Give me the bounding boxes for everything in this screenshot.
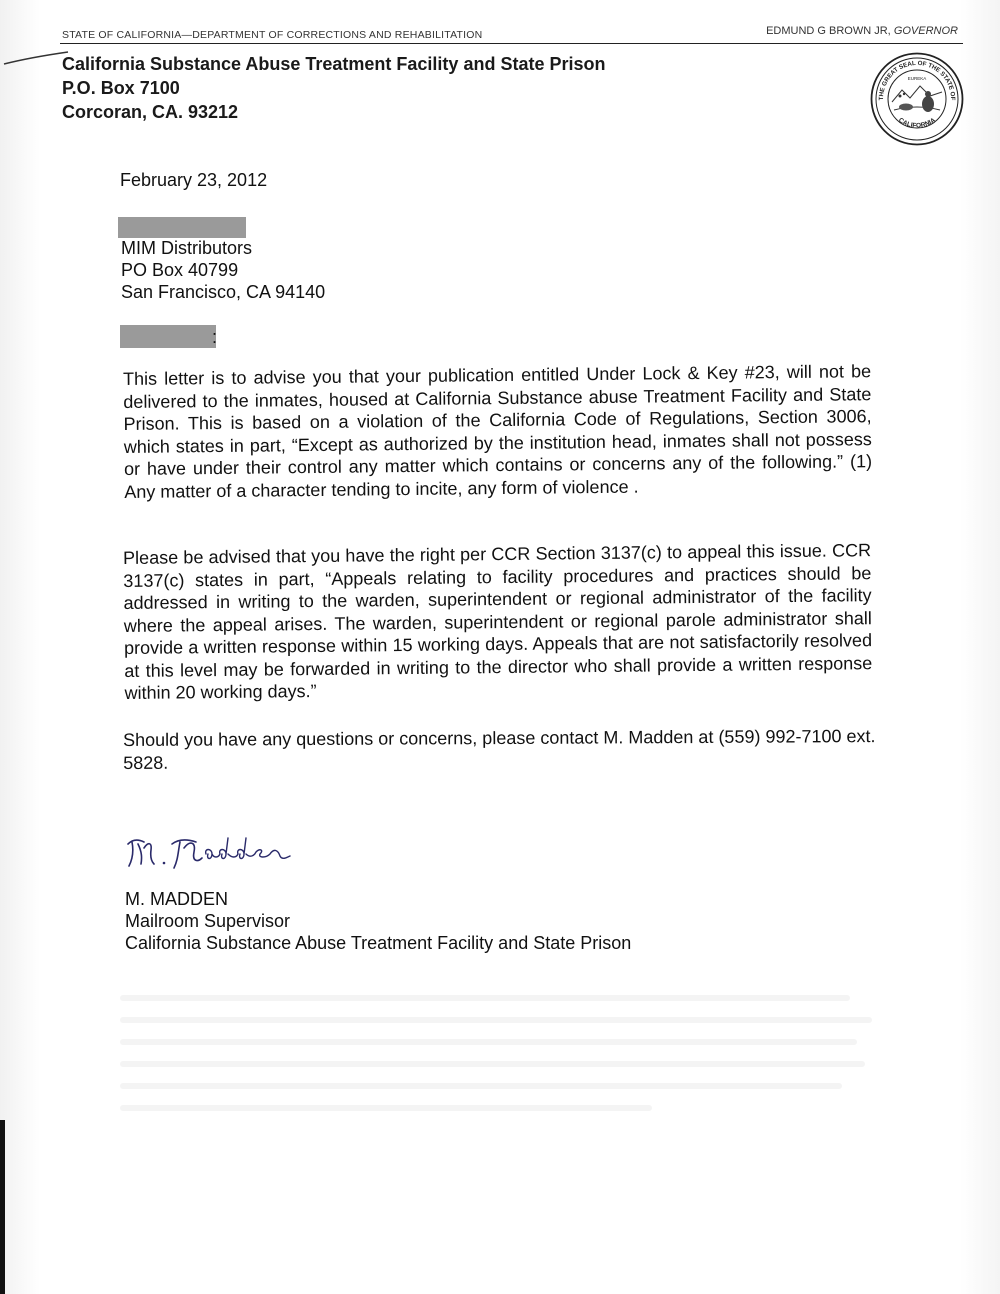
recipient-company: MIM Distributors: [121, 238, 253, 258]
letter-date: February 23, 2012: [120, 170, 268, 190]
svg-text:CALIFORNIA: [897, 117, 937, 130]
scan-edge-artifact: [0, 1120, 5, 1294]
header-divider: [60, 43, 963, 44]
seal-bottom-text: CALIFORNIA: [897, 116, 937, 130]
body-paragraph-2: Please be advised that you have the right per CCR Section 3137(c) to appeal this issue. CCR 3137(c) states in part, “Appeals relating to facility procedures and practices should be addressed in writing to the warden, superintendent or regional administrator of the facility where the appeal arises. The warden, superintendent or regional parole administrator shall provide a written response within 15 working days. Appeals that are not satisfactorily resolved at this level may be forwarded in writing to the director who shall provide a written response within 20 working days.”: [123, 540, 873, 703]
reverse-side-show-through: [120, 995, 880, 1127]
signer-organization: California Substance Abuse Treatment Facility and State Prison: [125, 933, 632, 953]
recipient-address-block: [121, 237, 325, 303]
body-paragraph-1: This letter is to advise you that your publication entitled Under Lock & Key #23, will not be delivered to the inmates, housed at California Substance abuse Treatment Facility and State Prison. This is based on a violation of the California Code of Regulations, Section 3006, which states in part, “Except as authorized by the institution head, inmates shall not possess or have under their control any matter which contains or concerns any of the following.” (1) Any matter of a character tending to incite, any form of violence .: [123, 361, 873, 502]
facility-name: California Substance Abuse Treatment Facility and State Prison: [62, 54, 606, 74]
governor-line: [766, 25, 958, 37]
seal-motto: EUREKA: [907, 76, 927, 81]
facility-address-block: [62, 52, 605, 124]
pen-stroke-mark: [0, 40, 70, 70]
signer-title: Mailroom Supervisor: [125, 911, 291, 931]
recipient-city: San Francisco, CA 94140: [121, 282, 326, 302]
body-paragraph-3: Should you have any questions or concerns, please contact M. Madden at (559) 992-7100 ext. 5828.: [123, 726, 876, 773]
redacted-salutation: [120, 325, 216, 348]
recipient-po-box: PO Box 40799: [121, 260, 239, 280]
handwritten-signature: [120, 818, 335, 878]
redacted-recipient-name: [118, 217, 246, 238]
seal-top-text: THE GREAT SEAL OF THE STATE OF: [877, 59, 957, 101]
governor-title: GOVERNOR: [893, 25, 958, 37]
signature-block: [125, 888, 631, 954]
salutation-colon: :: [212, 327, 218, 347]
governor-name: EDMUND G BROWN JR,: [766, 25, 891, 37]
state-seal-icon: [870, 52, 964, 146]
facility-city: Corcoran, CA. 93212: [62, 102, 239, 122]
signer-name: M. MADDEN: [125, 889, 228, 909]
department-line: STATE OF CALIFORNIA—DEPARTMENT OF CORRECTIONS AND REHABILITATION: [62, 29, 483, 41]
facility-po-box: P.O. Box 7100: [62, 78, 180, 98]
